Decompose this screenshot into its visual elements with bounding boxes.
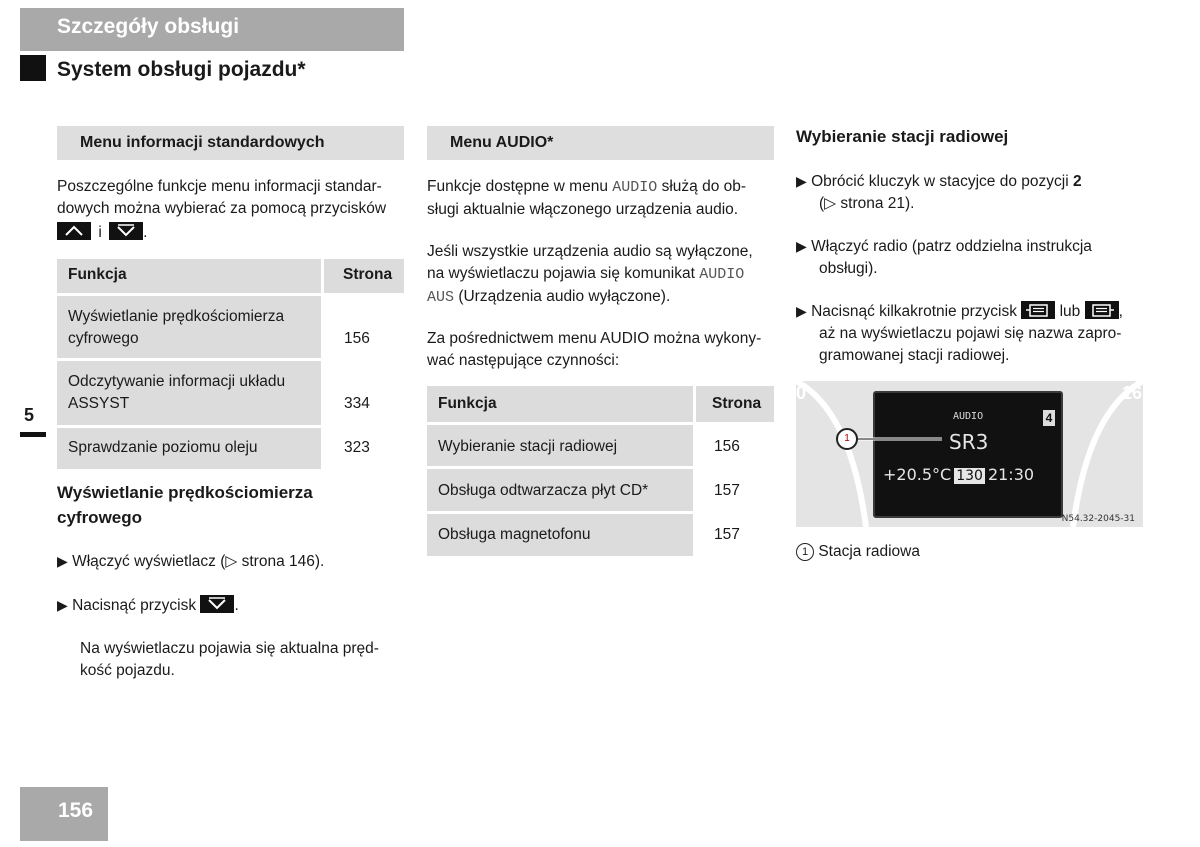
- text: Jeśli wszystkie urządzenia audio są wyłączone,: [427, 243, 753, 260]
- step-item: [796, 170, 1156, 215]
- mono-text: AUDIO: [699, 266, 745, 283]
- col-header-funkcja: Funkcja: [438, 395, 497, 412]
- step-text: gramowanej stacji radiowej.: [819, 347, 1010, 364]
- step-item: [57, 550, 407, 573]
- mono-text: AUS: [427, 289, 455, 306]
- title-marker: [20, 55, 46, 81]
- section-title: Szczegóły obsługi: [57, 15, 240, 38]
- up-key-icon: [57, 222, 91, 240]
- down-key-icon: [200, 595, 234, 613]
- col-header-funkcja: Funkcja: [68, 266, 127, 283]
- col-header-strona: Strona: [343, 266, 393, 283]
- mono-text: AUDIO: [612, 179, 658, 196]
- heading-line: cyfrowego: [57, 508, 143, 527]
- col-header-strona: Strona: [712, 395, 762, 412]
- display-next-key-icon: [1085, 301, 1119, 319]
- heading-line: Wyświetlanie prędkościomierza: [57, 483, 313, 502]
- lcd-preset-badge: 4: [1043, 410, 1055, 426]
- row-function: [68, 306, 284, 350]
- step-item: [57, 594, 407, 617]
- note-line: kość pojazdu.: [80, 662, 175, 679]
- audio-menu-box: [427, 126, 774, 160]
- standard-menu-title: Menu informacji standardowych: [80, 134, 325, 151]
- row-function-line: ASSYST: [68, 395, 130, 412]
- note-line: Na wyświetlaczu pojawia się aktualna pręd-: [80, 640, 379, 657]
- row-function-line: cyfrowego: [68, 330, 139, 347]
- bullet-arrow-icon: ▶: [796, 303, 807, 319]
- col1-intro: [57, 176, 407, 244]
- caption-number: 1: [796, 543, 814, 561]
- display-prev-key-icon: [1021, 301, 1055, 319]
- figure-code: N54.32-2045-31: [1061, 514, 1135, 524]
- text: sługi aktualnie włączonego urządzenia audio.: [427, 201, 739, 218]
- text: na wyświetlaczu pojawia się komunikat: [427, 265, 695, 282]
- row-function: Wybieranie stacji radiowej: [438, 438, 618, 455]
- down-key-icon: [109, 222, 143, 240]
- page-title: System obsługi pojazdu*: [57, 58, 306, 81]
- instrument-display-figure: [796, 381, 1143, 527]
- page-number-box: [20, 787, 108, 841]
- step-item: [796, 300, 1156, 367]
- row-function: Obsługa odtwarzacza płyt CD*: [438, 482, 649, 499]
- intro-line: dowych można wybierać za pomocą przycisków: [57, 200, 387, 217]
- row-page: 323: [344, 439, 370, 456]
- text: wać następujące czynności:: [427, 352, 620, 369]
- speed-note: [80, 638, 410, 682]
- row-function-line: Odczytywanie informacji układu: [68, 373, 286, 390]
- chapter-tab: [20, 397, 46, 433]
- figure-caption: [796, 541, 1156, 563]
- text: służą do ob-: [661, 178, 747, 195]
- caption-text: Stacja radiowa: [818, 543, 920, 560]
- bullet-arrow-icon: ▶: [796, 238, 807, 254]
- step-bold: 2: [1072, 173, 1082, 190]
- audio-para-3: [427, 328, 777, 372]
- text: (Urządzenia audio wyłączone).: [458, 288, 671, 305]
- step-end: .: [234, 597, 239, 614]
- audio-para-2: [427, 241, 777, 309]
- step-text: obsługi).: [819, 260, 878, 277]
- speedometer-heading: [57, 480, 407, 530]
- step-text: aż na wyświetlaczu pojawi się nazwa zapro-: [819, 325, 1122, 342]
- text: Za pośrednictwem menu AUDIO można wykony-: [427, 330, 762, 347]
- intro-and: i: [98, 224, 102, 241]
- row-function: [68, 371, 285, 415]
- lcd-mode-label: AUDIO: [953, 411, 984, 422]
- gauge-right-number: 16: [1122, 383, 1143, 403]
- audio-para-1: [427, 176, 777, 221]
- row-function-line: Wyświetlanie prędkościomierza: [68, 308, 285, 325]
- row-function: Obsługa magnetofonu: [438, 526, 591, 543]
- lcd-clock: 21:30: [987, 465, 1035, 484]
- lcd-station-name: SR3: [949, 430, 989, 454]
- step-text: Włączyć wyświetlacz (▷ strona 146).: [72, 553, 325, 570]
- audio-menu-title: Menu AUDIO*: [450, 134, 554, 151]
- radio-heading: Wybieranie stacji radiowej: [796, 127, 1009, 146]
- step-text: (▷ strona 21).: [819, 195, 915, 212]
- lcd-status-line: [883, 465, 1034, 484]
- lcd-odometer-badge: 130: [956, 468, 983, 484]
- row-function: Sprawdzanie poziomu oleju: [68, 439, 258, 456]
- bullet-arrow-icon: ▶: [57, 597, 68, 613]
- callout-marker: 1: [836, 428, 858, 450]
- step-text: Włączyć radio (patrz oddzielna instrukcja: [811, 238, 1092, 255]
- row-page: 156: [344, 330, 370, 347]
- step-item: [796, 235, 1156, 280]
- intro-end: .: [143, 224, 148, 241]
- step-text: lub: [1059, 303, 1081, 320]
- page-number: 156: [58, 799, 94, 822]
- step-text: Nacisnąć przycisk: [72, 597, 197, 614]
- step-text: Obrócić kluczyk w stacyjce do pozycji: [811, 173, 1069, 190]
- step-end: ,: [1118, 303, 1123, 320]
- section-tab: [20, 8, 404, 51]
- bullet-arrow-icon: ▶: [57, 553, 68, 569]
- row-page: 334: [344, 395, 370, 412]
- chapter-number: 5: [24, 405, 35, 425]
- row-page: 157: [714, 482, 740, 499]
- gauge-left-number: 0: [796, 383, 807, 403]
- chapter-bar: [20, 432, 46, 437]
- intro-line: Poszczególne funkcje menu informacji standar-: [57, 178, 382, 195]
- step-text: Nacisnąć kilkakrotnie przycisk: [811, 303, 1017, 320]
- row-page: 156: [714, 438, 740, 455]
- bullet-arrow-icon: ▶: [796, 173, 807, 189]
- row-page: 157: [714, 526, 740, 543]
- lcd-temperature: +20.5°C: [883, 465, 952, 484]
- text: Funkcje dostępne w menu: [427, 178, 608, 195]
- standard-menu-box: [57, 126, 404, 160]
